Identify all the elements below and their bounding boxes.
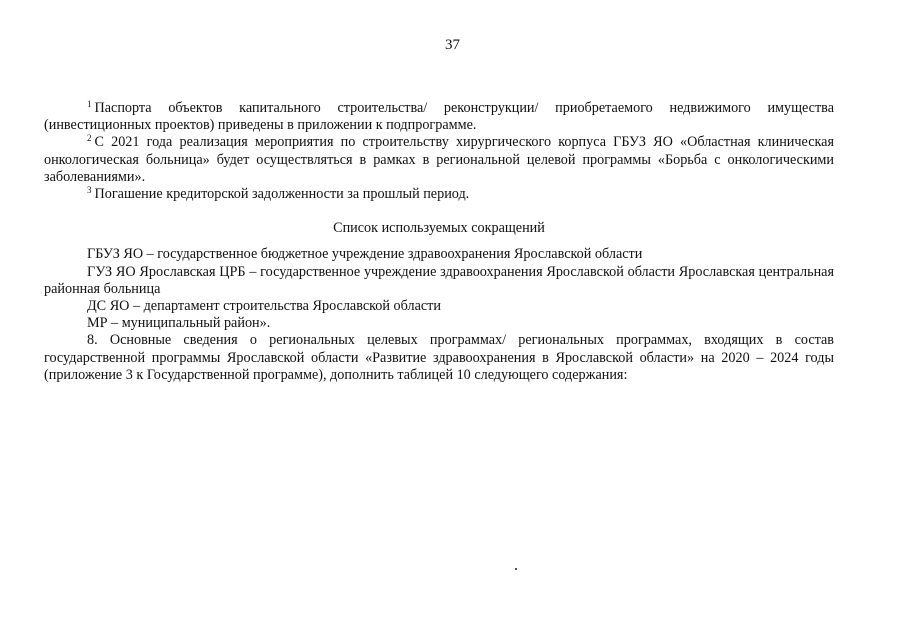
footnote-1-mark: 1 bbox=[87, 99, 92, 109]
page-number: 37 bbox=[445, 37, 460, 53]
footnote-3 bbox=[44, 186, 834, 203]
abbreviation-item: МР – муниципальный район». bbox=[87, 315, 271, 332]
footnote-3-mark: 3 bbox=[87, 185, 92, 196]
footnote-1-text: Паспорта объектов капитального строительства/ реконструкции/ приобретаемого недвижимого имущества (инвестиционных проектов) приведены в приложении к подпрограмме. bbox=[44, 100, 834, 134]
document-body bbox=[44, 100, 834, 384]
footnote-2-mark: 2 bbox=[87, 133, 92, 144]
abbreviation-item: ДС ЯО – департамент строительства Ярославской области bbox=[87, 298, 441, 315]
footnote-2-text: С 2021 года реализация мероприятия по строительству хирургического корпуса ГБУЗ ЯО «Областная клиническая онкологическая больница» будет осуществляться в рамках в региональной целевой программы «Борьба с онкологическими заболеваниями». bbox=[44, 134, 834, 185]
footnote-1 bbox=[44, 100, 834, 134]
paragraph-8: 8. Основные сведения о региональных целевых программах/ региональных программах, входящих в состав государственной программы Ярославской области «Развитие здравоохранения в Ярославской области» на 2020 – 2024 годы (приложение 3 к Государственной программе), дополнить таблицей 10 следующего содержания: bbox=[44, 332, 834, 383]
abbreviations-heading: Список используемых сокращений bbox=[333, 220, 545, 237]
abbreviation-item: ГБУЗ ЯО – государственное бюджетное учреждение здравоохранения Ярославской области bbox=[87, 246, 643, 263]
footnote-3-text: Погашение кредиторской задолженности за прошлый период. bbox=[94, 186, 470, 203]
abbreviation-item: ГУЗ ЯО Ярославская ЦРБ – государственное учреждение здравоохранения Ярославской области Ярославская центральная районная больница bbox=[44, 263, 834, 297]
footnote-2 bbox=[44, 134, 834, 186]
scan-dot-mark bbox=[515, 568, 517, 570]
